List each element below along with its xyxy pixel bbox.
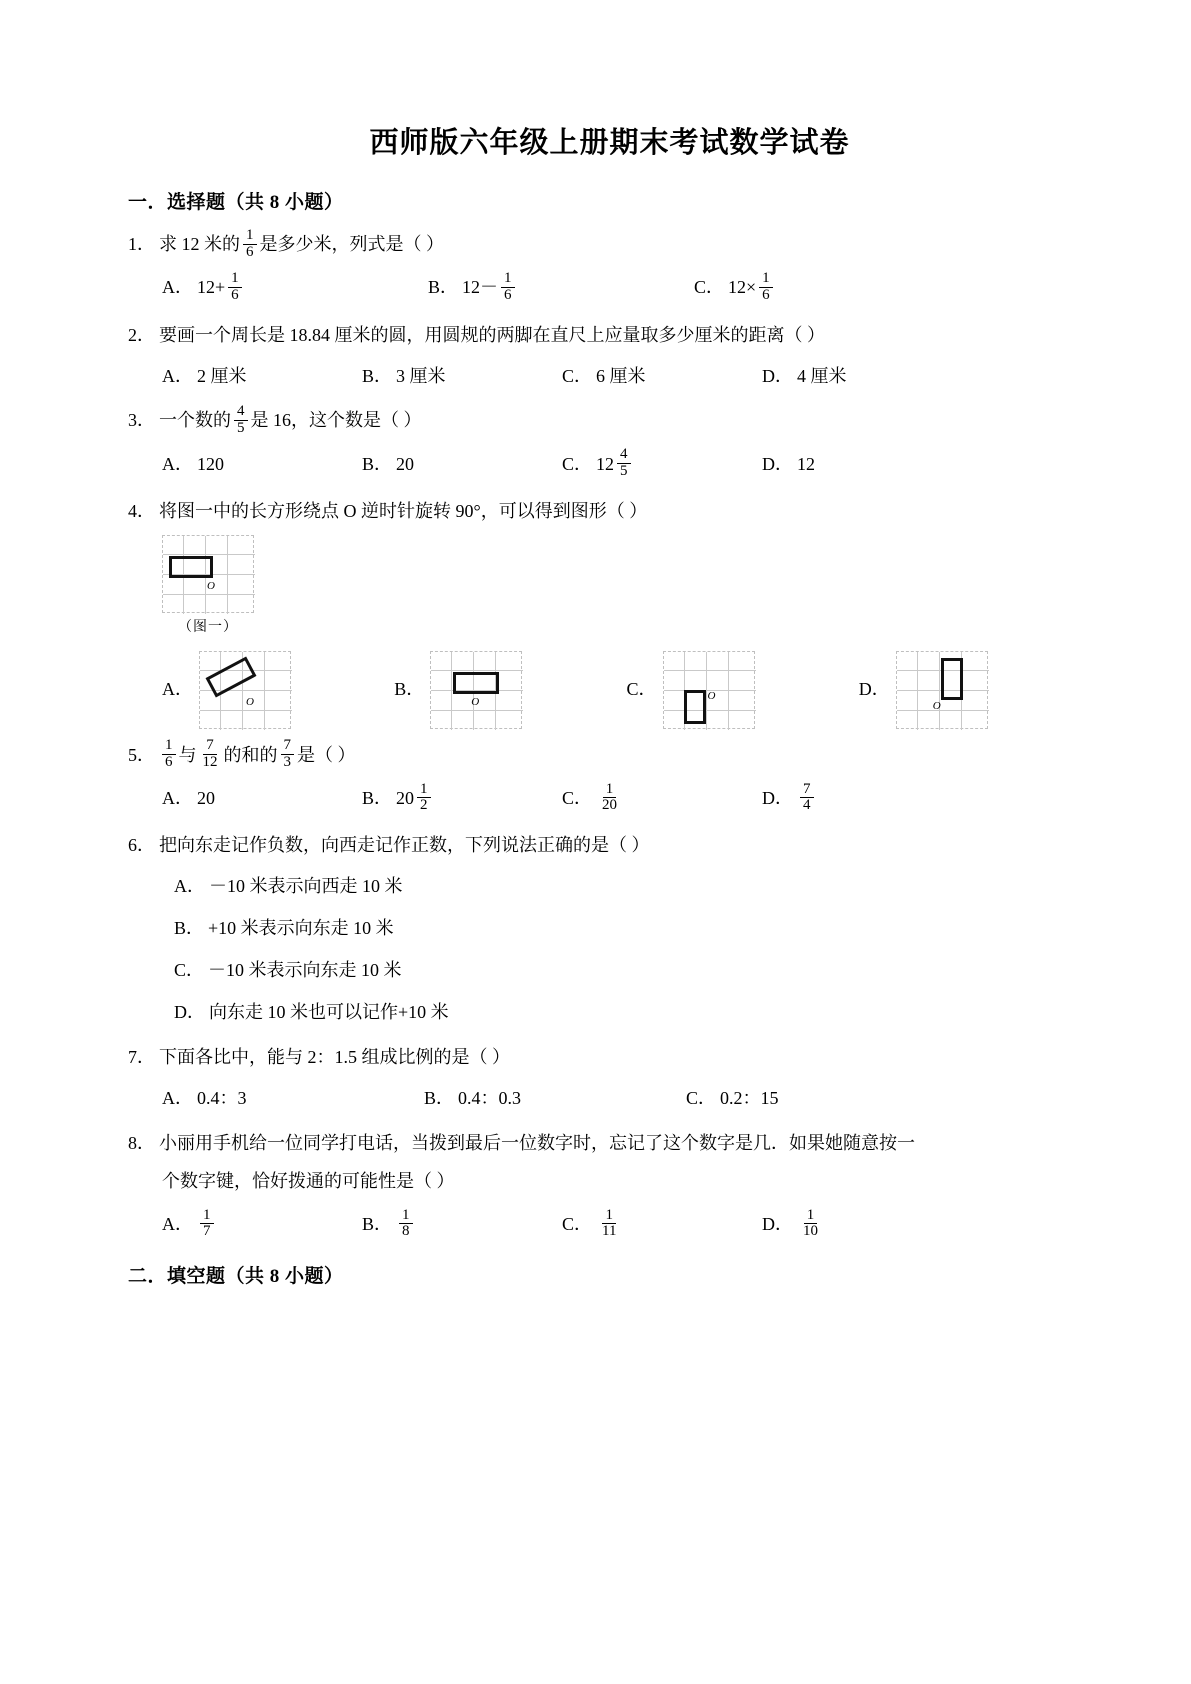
fraction-denominator: 12 — [202, 754, 218, 771]
question-8-stem-text-2: 个数字键，恰好拨通的可能性是（ ） — [162, 1170, 455, 1191]
figure-caption: （图一） — [178, 619, 238, 635]
option-label: C． — [626, 678, 657, 699]
question-4-stem — [128, 495, 1091, 529]
fraction-numerator: 1 — [228, 271, 242, 288]
option-label: A． — [162, 1213, 193, 1234]
question-3 — [128, 404, 1091, 481]
fraction-numerator: 1 — [804, 1208, 818, 1225]
option-a[interactable] — [174, 873, 1091, 901]
rotated-rect-figure-a: O — [199, 651, 291, 729]
option-text: 20 — [396, 787, 415, 808]
fraction — [243, 228, 257, 261]
fraction-numerator: 1 — [200, 1208, 214, 1225]
question-3-number: 3． — [128, 410, 155, 431]
option-a[interactable] — [162, 1206, 362, 1242]
option-label: A． — [162, 787, 193, 808]
option-text: 120 — [197, 453, 224, 474]
question-2-number: 2． — [128, 324, 155, 345]
fraction-denominator: 6 — [231, 286, 239, 303]
option-label: A． — [162, 277, 193, 298]
question-8 — [128, 1127, 1091, 1242]
option-label: A． — [162, 365, 193, 386]
question-3-options — [128, 448, 1091, 481]
fraction — [501, 271, 515, 304]
fraction — [162, 738, 176, 771]
option-text: 12 — [596, 453, 615, 474]
rect-figure-b: O — [430, 651, 522, 729]
question-1-stem-pre: 求 12 米的 — [159, 234, 240, 255]
option-label: B． — [424, 1087, 455, 1108]
option-c[interactable] — [686, 1085, 948, 1113]
question-7-stem — [128, 1041, 1091, 1075]
fraction-denominator: 20 — [602, 797, 618, 814]
option-a[interactable] — [162, 1085, 424, 1113]
option-a[interactable] — [162, 785, 362, 813]
fraction-numerator: 1 — [399, 1208, 413, 1225]
fraction-numerator: 1 — [602, 1208, 616, 1225]
option-c[interactable] — [627, 651, 859, 729]
option-label: C． — [562, 1213, 593, 1234]
question-4-number: 4． — [128, 500, 155, 521]
fraction-denominator: 3 — [283, 754, 291, 771]
fraction-denominator: 10 — [803, 1223, 818, 1240]
question-1-number: 1． — [128, 234, 155, 255]
option-label: D． — [858, 678, 890, 699]
option-b[interactable] — [424, 1085, 686, 1113]
option-label: D． — [762, 453, 793, 474]
option-label: C． — [562, 365, 593, 386]
section-heading-fill-in-blank: 二．填空题（共 8 小题） — [128, 1266, 344, 1288]
fraction-numerator: 1 — [759, 271, 773, 288]
question-3-stem-pre: 一个数的 — [159, 410, 231, 431]
option-c[interactable] — [562, 363, 762, 391]
question-5-stem-mid1: 与 — [178, 744, 197, 765]
option-d[interactable] — [762, 451, 962, 479]
question-2-stem-text: 要画一个周长是 18.84 厘米的圆，用圆规的两脚在直尺上应量取多少厘米的距离（ ） — [159, 324, 825, 345]
fraction-denominator: 5 — [620, 463, 628, 480]
question-5-number: 5． — [128, 744, 155, 765]
question-3-stem-post: 是 16，这个数是（ ） — [250, 410, 422, 431]
option-label: B． — [362, 453, 393, 474]
option-text: 20 — [396, 453, 415, 474]
option-label: D． — [174, 1001, 205, 1022]
option-label: C． — [562, 453, 593, 474]
fraction-denominator: 11 — [602, 1223, 617, 1240]
option-label: A． — [162, 1087, 193, 1108]
option-label: B． — [362, 787, 393, 808]
question-3-stem — [128, 404, 1091, 438]
option-text: 0.4：0.3 — [458, 1087, 522, 1108]
fraction-numerator: 7 — [203, 738, 217, 755]
option-b[interactable] — [362, 363, 562, 391]
question-4 — [128, 495, 1091, 729]
fraction-numerator: 7 — [800, 782, 814, 799]
option-label: B． — [174, 917, 205, 938]
option-label: C． — [562, 787, 593, 808]
fraction-numerator: 1 — [243, 228, 257, 245]
fraction — [417, 782, 431, 815]
rect-figure-c: O — [663, 651, 755, 729]
option-text: 0.4：3 — [197, 1087, 247, 1108]
option-label: A． — [174, 876, 205, 897]
option-b[interactable] — [394, 651, 626, 729]
option-text: 2 厘米 — [197, 365, 247, 386]
question-6-number: 6． — [128, 835, 155, 856]
option-a[interactable] — [162, 363, 362, 391]
fraction — [617, 447, 631, 480]
question-7 — [128, 1041, 1091, 1113]
figure-one-grid — [162, 535, 254, 613]
option-label: B． — [362, 1213, 393, 1234]
option-label: B． — [362, 365, 393, 386]
question-5-stem — [128, 739, 1091, 773]
option-b[interactable] — [362, 1206, 562, 1242]
question-4-figure — [128, 535, 1091, 639]
option-text: 0.2：15 — [720, 1087, 779, 1108]
question-6 — [128, 829, 1091, 1027]
option-text: －10 米表示向西走 10 米 — [209, 876, 403, 897]
question-6-options — [128, 873, 1091, 1027]
option-text: 向东走 10 米也可以记作+10 米 — [209, 1001, 449, 1022]
fraction-denominator: 6 — [246, 243, 254, 260]
question-8-stem-text-1: 小丽用手机给一位同学打电话，当拨到最后一位数字时，忘记了这个数字是几．如果她随意按一 — [159, 1132, 915, 1153]
option-b[interactable] — [174, 915, 1091, 943]
fraction-denominator: 4 — [803, 797, 811, 814]
option-a[interactable] — [162, 451, 362, 479]
question-2 — [128, 319, 1091, 391]
option-text: 4 厘米 — [797, 365, 847, 386]
question-8-number: 8． — [128, 1132, 155, 1153]
option-c[interactable] — [694, 272, 960, 305]
fraction-denominator: 6 — [165, 754, 173, 771]
question-1 — [128, 228, 1091, 305]
question-1-stem-post: 是多少米，列式是（ ） — [259, 234, 444, 255]
fraction — [228, 271, 242, 304]
fraction — [800, 1208, 821, 1241]
fraction-numerator: 4 — [234, 404, 248, 421]
question-1-stem — [128, 228, 1091, 262]
question-8-options — [128, 1206, 1091, 1242]
option-text: 12+ — [197, 277, 226, 298]
option-d[interactable] — [174, 999, 1091, 1027]
fraction-numerator: 1 — [501, 271, 515, 288]
fraction — [281, 738, 295, 771]
fraction — [759, 271, 773, 304]
question-4-stem-text: 将图一中的长方形绕点 O 逆时针旋转 90°，可以得到图形（ ） — [159, 500, 648, 521]
option-label: D． — [762, 365, 793, 386]
option-label: B． — [394, 678, 425, 699]
fraction-numerator: 1 — [417, 782, 431, 799]
question-6-stem — [128, 829, 1091, 863]
point-o-label: O — [207, 579, 215, 592]
option-b[interactable] — [362, 780, 562, 816]
option-text: 6 厘米 — [596, 365, 646, 386]
question-5 — [128, 739, 1091, 816]
fraction — [200, 738, 221, 771]
question-1-options — [128, 272, 1091, 305]
option-label: C． — [174, 959, 205, 980]
question-4-options — [128, 651, 1091, 729]
page-title: 西师版六年级上册期末考试数学试卷 — [369, 125, 850, 159]
option-a[interactable] — [162, 272, 428, 305]
option-label: D． — [762, 787, 793, 808]
fraction-numerator: 4 — [617, 447, 631, 464]
option-d[interactable] — [762, 1206, 962, 1242]
option-text: －10 米表示向东走 10 米 — [208, 959, 402, 980]
question-6-stem-text: 把向东走记作负数，向西走记作正数，下列说法正确的是（ ） — [159, 835, 650, 856]
option-c[interactable] — [562, 780, 762, 816]
option-text: 20 — [197, 787, 215, 808]
option-text: 12× — [728, 277, 757, 298]
question-7-options — [128, 1085, 1091, 1113]
option-label: A． — [162, 678, 193, 699]
option-d[interactable] — [762, 780, 962, 816]
option-c[interactable] — [562, 448, 762, 481]
option-text: 12 — [797, 453, 815, 474]
question-5-options — [128, 780, 1091, 816]
question-2-stem — [128, 319, 1091, 353]
question-8-stem-line-2 — [128, 1165, 1091, 1199]
fraction — [399, 1208, 413, 1241]
fraction-denominator: 8 — [402, 1223, 410, 1240]
option-d[interactable] — [859, 651, 1091, 729]
fraction-denominator: 5 — [237, 419, 245, 436]
section-heading-choice: 一．选择题（共 8 小题） — [128, 192, 344, 213]
option-c[interactable] — [562, 1206, 762, 1242]
option-label: B． — [428, 277, 459, 298]
question-7-number: 7． — [128, 1046, 155, 1067]
fraction-denominator: 6 — [762, 286, 770, 303]
question-5-stem-mid2: 的和的 — [223, 744, 278, 765]
rect-figure-d: O — [896, 651, 988, 729]
question-5-stem-post: 是（ ） — [297, 744, 356, 765]
fraction — [200, 1208, 214, 1241]
question-8-stem-line-1 — [128, 1127, 1091, 1161]
option-b[interactable] — [428, 272, 694, 305]
option-c[interactable] — [174, 957, 1091, 985]
fraction-numerator: 1 — [603, 782, 617, 799]
option-text: 12－ — [462, 277, 499, 298]
option-label: D． — [762, 1213, 793, 1234]
option-text: 3 厘米 — [396, 365, 446, 386]
option-label: C． — [694, 277, 725, 298]
fraction-denominator: 7 — [203, 1223, 211, 1240]
fraction — [800, 782, 814, 815]
option-text: +10 米表示向东走 10 米 — [208, 917, 394, 938]
fraction-numerator: 1 — [162, 738, 176, 755]
question-7-stem-text: 下面各比中，能与 2：1.5 组成比例的是（ ） — [159, 1046, 510, 1067]
fraction-denominator: 2 — [420, 797, 428, 814]
fraction-denominator: 6 — [504, 286, 512, 303]
rectangle-shape — [169, 556, 213, 578]
option-label: A． — [162, 453, 193, 474]
fraction — [599, 782, 620, 815]
fraction — [599, 1208, 619, 1241]
option-d[interactable] — [762, 363, 962, 391]
option-a[interactable] — [162, 651, 394, 729]
fraction — [234, 404, 248, 437]
fraction-numerator: 7 — [281, 738, 295, 755]
option-b[interactable] — [362, 451, 562, 479]
option-label: C． — [686, 1087, 717, 1108]
question-2-options — [128, 363, 1091, 391]
